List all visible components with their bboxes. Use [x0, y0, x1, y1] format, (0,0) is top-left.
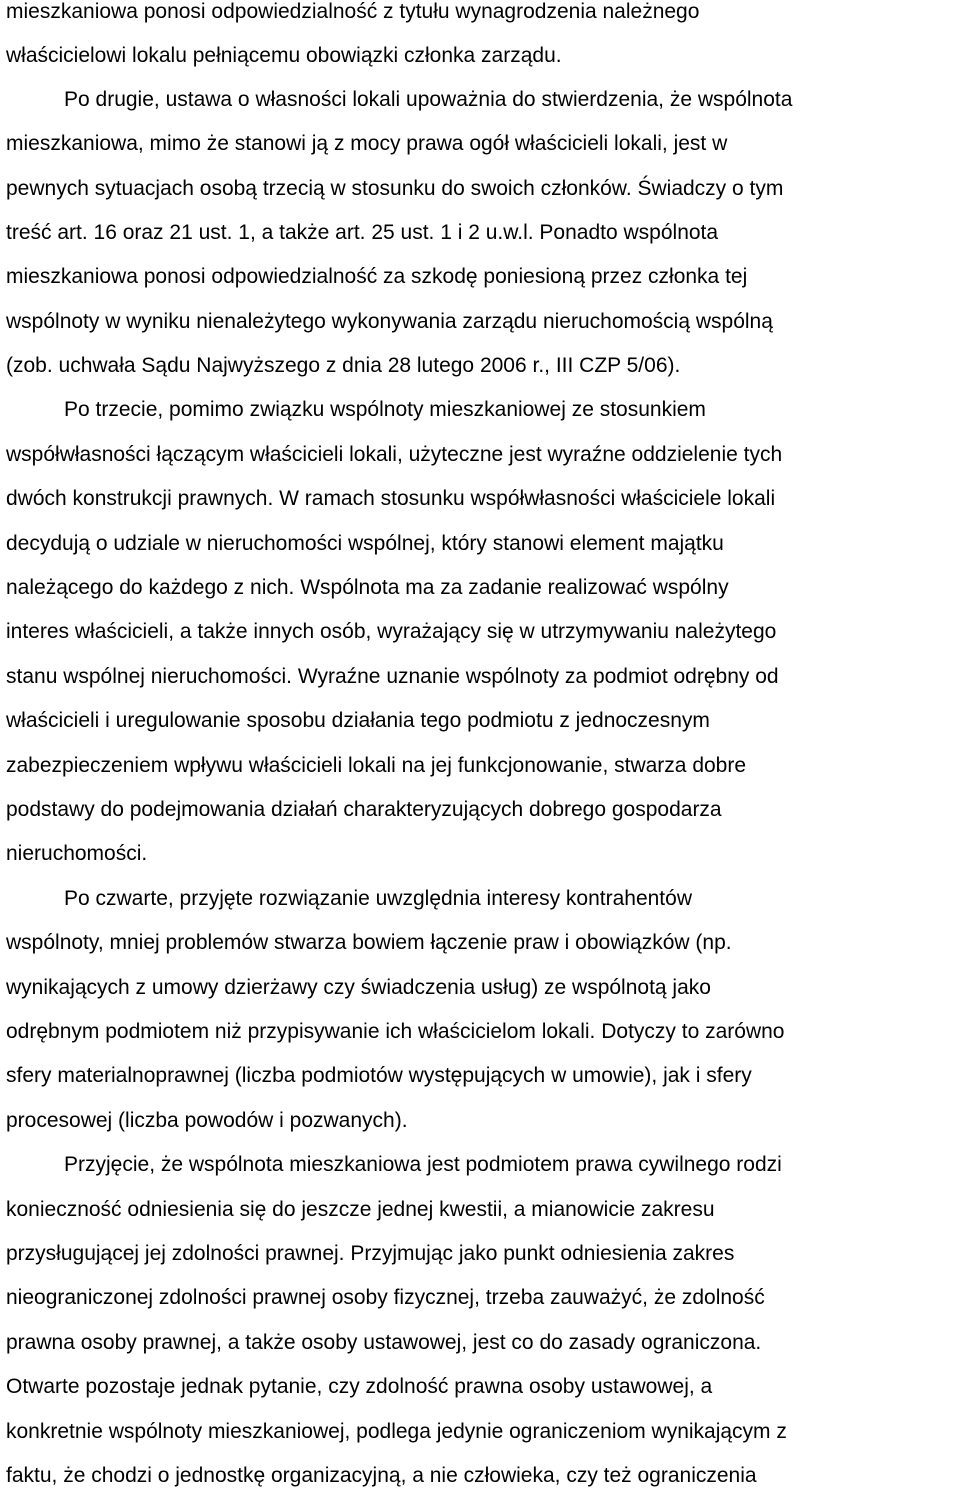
text-line-7: mieszkaniowa ponosi odpowiedzialność za szkodę poniesioną przez członka tej — [6, 265, 748, 288]
text-line-31: prawna osoby prawnej, a także osoby ustawowej, jest co do zasady ograniczona. — [6, 1331, 762, 1354]
text-line-26: procesowej (liczba powodów i pozwanych). — [6, 1109, 408, 1132]
text-line-8: wspólnoty w wyniku nienależytego wykonywania zarządu nieruchomością wspólną — [6, 310, 773, 333]
text-line-2: właścicielowi lokalu pełniącemu obowiązki członka zarządu. — [6, 44, 562, 67]
text-line-1: mieszkaniowa ponosi odpowiedzialność z tytułu wynagrodzenia należnego — [6, 0, 700, 23]
text-line-15: interes właścicieli, a także innych osób, wyrażający się w utrzymywaniu należytego — [6, 620, 777, 643]
text-line-21: Po czwarte, przyjęte rozwiązanie uwzględnia interesy kontrahentów — [64, 887, 692, 910]
text-line-17: właścicieli i uregulowanie sposobu działania tego podmiotu z jednoczesnym — [6, 709, 710, 732]
text-line-32: Otwarte pozostaje jednak pytanie, czy zdolność prawna osoby ustawowej, a — [6, 1375, 713, 1398]
text-line-6: treść art. 16 oraz 21 ust. 1, a także art. 25 ust. 1 i 2 u.w.l. Ponadto wspólnota — [6, 221, 719, 244]
text-line-33: konkretnie wspólnoty mieszkaniowej, podlega jedynie ograniczeniom wynikającym z — [6, 1420, 787, 1443]
text-line-16: stanu wspólnej nieruchomości. Wyraźne uznanie wspólnoty za podmiot odrębny od — [6, 665, 779, 688]
text-line-18: zabezpieczeniem wpływu właścicieli lokali na jej funkcjonowanie, stwarza dobre — [6, 754, 747, 777]
text-line-12: dwóch konstrukcji prawnych. W ramach stosunku współwłasności właściciele lokali — [6, 487, 776, 510]
text-line-27: Przyjęcie, że wspólnota mieszkaniowa jest podmiotem prawa cywilnego rodzi — [64, 1153, 782, 1176]
text-line-24: odrębnym podmiotem niż przypisywanie ich właścicielom lokali. Dotyczy to zarówno — [6, 1020, 785, 1043]
text-line-22: wspólnoty, mniej problemów stwarza bowiem łączenie praw i obowiązków (np. — [6, 931, 732, 954]
text-line-14: należącego do każdego z nich. Wspólnota ma za zadanie realizować wspólny — [6, 576, 729, 599]
text-line-19: podstawy do podejmowania działań charakteryzujących dobrego gospodarza — [6, 798, 722, 821]
text-line-23: wynikających z umowy dzierżawy czy świadczenia usług) ze wspólnotą jako — [6, 976, 711, 999]
text-line-3: Po drugie, ustawa o własności lokali upoważnia do stwierdzenia, że wspólnota — [64, 88, 793, 111]
text-line-9: (zob. uchwała Sądu Najwyższego z dnia 28 lutego 2006 r., III CZP 5/06). — [6, 354, 681, 377]
text-line-13: decydują o udziale w nieruchomości wspólnej, który stanowi element majątku — [6, 532, 724, 555]
text-line-5: pewnych sytuacjach osobą trzecią w stosunku do swoich członków. Świadczy o tym — [6, 177, 784, 200]
text-line-4: mieszkaniowa, mimo że stanowi ją z mocy prawa ogół właścicieli lokali, jest w — [6, 132, 728, 155]
text-line-34: faktu, że chodzi o jednostkę organizacyjną, a nie człowieka, czy też ograniczenia — [6, 1464, 757, 1487]
text-line-25: sfery materialnoprawnej (liczba podmiotów występujących w umowie), jak i sfery — [6, 1064, 752, 1087]
text-line-11: współwłasności łączącym właścicieli lokali, użyteczne jest wyraźne oddzielenie tych — [6, 443, 783, 466]
text-line-10: Po trzecie, pomimo związku wspólnoty mieszkaniowej ze stosunkiem — [64, 398, 706, 421]
text-line-30: nieograniczonej zdolności prawnej osoby fizycznej, trzeba zauważyć, że zdolność — [6, 1286, 765, 1309]
text-line-29: przysługującej jej zdolności prawnej. Przyjmując jako punkt odniesienia zakres — [6, 1242, 735, 1265]
text-line-28: konieczność odniesienia się do jeszcze jednej kwestii, a mianowicie zakresu — [6, 1198, 715, 1221]
text-line-20: nieruchomości. — [6, 842, 148, 865]
